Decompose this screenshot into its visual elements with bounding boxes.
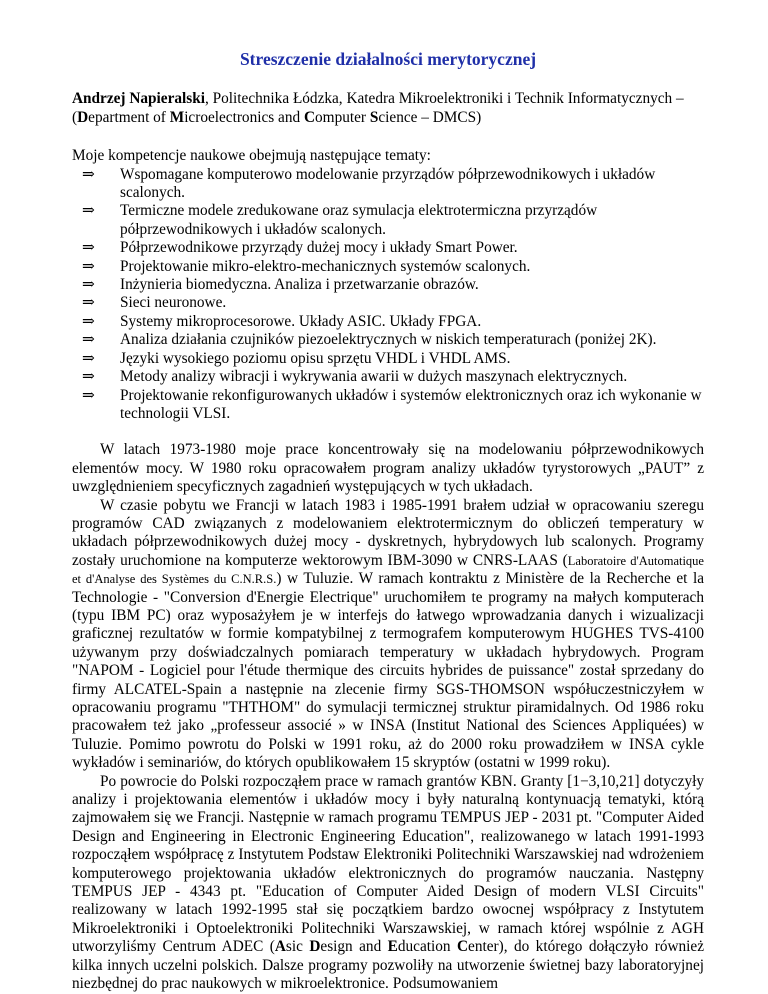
list-item (82, 276, 704, 294)
author-affiliation: , Politechnika Łódzka, Katedra Mikroelektroniki i Technik Informatycznych – ( (72, 90, 684, 126)
list-item-text: Wspomagane komputerowo modelowanie przyrządów półprzewodnikowych i układów scalonych. (120, 165, 656, 202)
paragraph-text: ), do którego dołączyło również kilka innych uczelni polskich. Dalsze programy pozwoliły na utworzenie świetnej bazy laboratoryjnej niezbędnej do prac naukowych w mikroelektronice. Podsumowaniem (72, 938, 705, 993)
dept-text: icroelectronics and (184, 108, 304, 126)
list-item (82, 313, 704, 331)
paragraph-small-text: Laboratoire d'Automatique et d'Analyse des Systèmes du C.N.R.S. (72, 553, 704, 587)
list-item (82, 166, 704, 203)
arrow-icon: ⇒ (82, 202, 95, 220)
acronym-initial: C (456, 938, 469, 956)
list-item-text: Systemy mikroprocesorowe. Układy ASIC. Układy FPGA. (120, 312, 482, 330)
arrow-icon: ⇒ (82, 239, 95, 257)
acronym-initial: A (274, 938, 286, 956)
paragraph-1: W latach 1973-1980 moje prace koncentrowały się na modelowaniu półprzewodnikowych elementów mocy. W 1980 roku opracowałem program analizy układów tyrystorowych „PAUT” z uwzględnieniem specyficznych zagadnień występujących w tych układach. (72, 441, 704, 496)
list-item-text: Projektowanie rekonfigurowanych układów i systemów elektronicznych oraz ich wykonanie w technologii VLSI. (120, 386, 702, 422)
paragraph-text: Po powrocie do Polski rozpocząłem prace w ramach grantów KBN. Granty [1−3,10,21] dotyczyły analizy i projektowania elementów i układów mocy i były naturalną kontynuacją tematyki, którą zajmowałem się we Francji. Następnie w ramach programu TEMPUS JEP - 2031 pt. "Computer Aided Design and Engineering in Electronic Engineering Education", realizowanego w latach 1991-1993 rozpocząłem współpracę z Instytutem Podstaw Elektroniki Politechniki Warszawskiej nad wdrożeniem komputerowego projektowania układów elektronicznych do programów nauczania. Następny TEMPUS JEP - 4343 pt. "Education of Computer Aided Design of modern VLSI Circuits" realizowany w latach 1992-1995 stał się początkiem bardzo owocnej współpracy z Instytutem Mikroelektroniki i Optoelektroniki Politechniki Warszawskiej, w ramach której wspólnie z AGH utworzyliśmy Centrum ADEC ( (72, 772, 704, 956)
arrow-icon: ⇒ (82, 386, 95, 404)
author-line (72, 90, 704, 127)
author-name: Andrzej Napieralski (72, 90, 205, 108)
list-item (82, 239, 704, 257)
dept-text: epartment of (88, 108, 170, 126)
arrow-icon: ⇒ (82, 368, 95, 386)
acronym-text: ducation (397, 938, 457, 956)
dept-initial: S (369, 108, 379, 126)
arrow-icon: ⇒ (82, 331, 95, 349)
list-item (82, 258, 704, 276)
list-item-text: Języki wysokiego poziomu opisu sprzętu VHDL i VHDL AMS. (120, 349, 511, 367)
acronym-initial: D (309, 938, 321, 956)
list-item (82, 294, 704, 312)
arrow-icon: ⇒ (82, 349, 95, 367)
acronym-initial: E (387, 938, 398, 956)
dept-initial: D (77, 108, 89, 126)
topics-list (72, 166, 704, 424)
intro-text: Moje kompetencje naukowe obejmują następujące tematy: (72, 147, 431, 165)
dept-text: omputer (315, 108, 370, 126)
paragraph-text: W czasie pobytu we Francji w latach 1983 i 1985-1991 brałem udział w opracowaniu szeregu programów CAD związanych z modelowaniem elektrotermicznym do obliczeń temperatury w układach półprzewodnikowych dużej mocy - dyskretnych, hybrydowych lub scalonych. Programy zostały uruchomione na komputerze wektorowym IBM-3090 w CNRS-LAAS ( (72, 496, 704, 569)
list-item (82, 350, 704, 368)
list-item (82, 331, 704, 349)
list-item-text: Sieci neuronowe. (120, 294, 227, 312)
list-item (82, 368, 704, 386)
dept-initial: C (303, 108, 316, 126)
arrow-icon: ⇒ (82, 257, 95, 275)
dept-text: cience – DMCS) (378, 108, 482, 126)
page-title: Streszczenie działalności merytorycznej (239, 49, 537, 69)
acronym-text: enter (468, 938, 499, 956)
dept-initial: M (169, 108, 185, 126)
arrow-icon: ⇒ (82, 165, 95, 183)
list-item (82, 202, 704, 239)
list-item-text: Inżynieria biomedyczna. Analiza i przetwarzanie obrazów. (120, 276, 479, 294)
list-item-text: Termiczne modele zredukowane oraz symulacja elektrotermiczna przyrządów półprzewodnikowych i układów scalonych. (120, 202, 598, 238)
list-item-text: Półprzewodnikowe przyrządy dużej mocy i układy Smart Power. (120, 239, 518, 257)
list-item (82, 387, 704, 424)
body-text (72, 441, 704, 993)
acronym-text: sic (285, 938, 310, 956)
list-item-text: Metody analizy wibracji i wykrywania awarii w dużych maszynach elektrycznych. (120, 368, 628, 386)
arrow-icon: ⇒ (82, 294, 95, 312)
list-item-text: Analiza działania czujników piezoelektrycznych w niskich temperaturach (poniżej 2K). (120, 331, 657, 349)
arrow-icon: ⇒ (82, 312, 95, 330)
paragraph-text: ) w Tuluzie. W ramach kontraktu z Ministère de la Recherche et la Technologie - "Conversion d'Energie Electrique" uruchomiłem te programy na małych komputerach (typu IBM PC) oraz wyposażyłem je w interfejs do łatwego wprowadzania danych i wizualizacji graficznej rezultatów w formie kompatybilnej z termografem komputerowym HUGHES TVS-4100 używanym przy doświadczalnych pomiarach temperatury w układach hybrydowych. Program "NAPOM - Logiciel pour l'étude thermique des circuits hybrides de puissance" został sprzedany do firmy ALCATEL-Spain a następnie na zlecenie firmy SGS-THOMSON współuczestniczyłem w opracowaniu programu "THTHOM" do symulacji termicznej struktur piramidalnych. Od 1986 roku pracowałem też jako „professeur associé » w INSA (Institut National des Sciences Appliquées) w Tuluzie. Pomimo powrotu do Polski w 1991 roku, aż do 2000 roku prowadziłem w INSA cykle wykładów i seminariów, do których opublikowałem 15 skryptów (ostatni w 1999 roku). (72, 570, 704, 772)
acronym-text: esign and (320, 938, 388, 956)
paragraph-3 (72, 773, 704, 994)
list-item-text: Projektowanie mikro-elektro-mechanicznych systemów scalonych. (120, 257, 531, 275)
arrow-icon: ⇒ (82, 276, 95, 294)
paragraph-2 (72, 497, 704, 773)
